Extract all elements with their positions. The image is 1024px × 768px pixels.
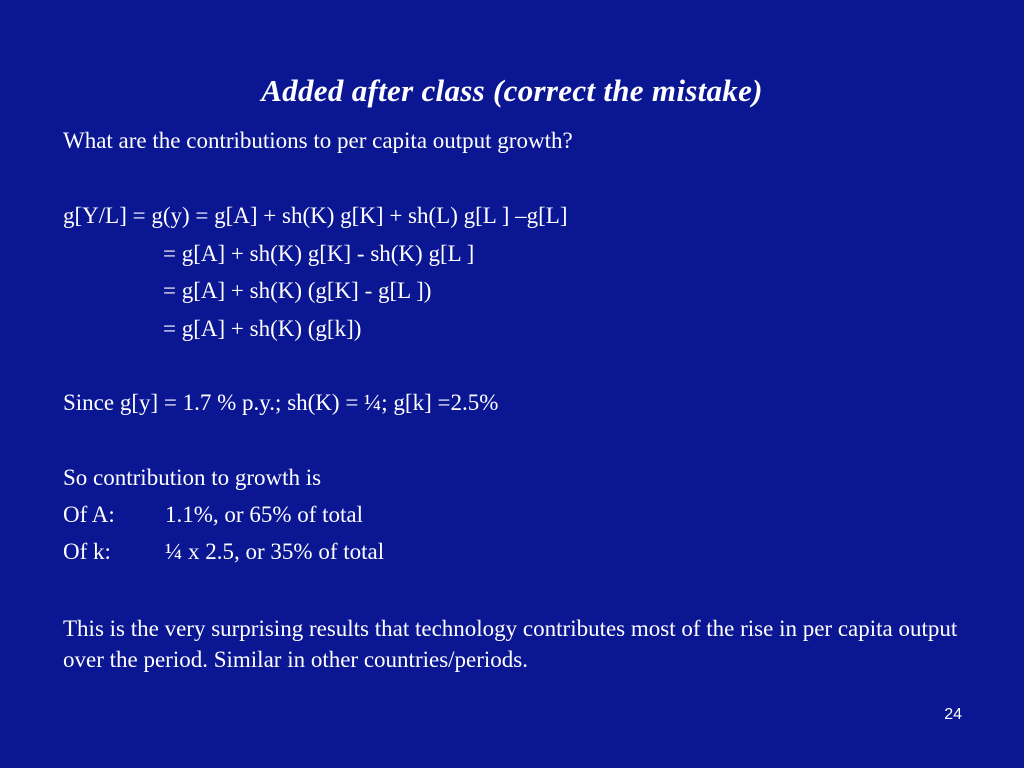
contribution-row-a [63, 500, 363, 530]
contribution-row-k [63, 537, 384, 567]
contribution-label-a: Of A: [63, 502, 115, 527]
equation-line-3: = g[A] + sh(K) (g[K] - g[L ]) [163, 278, 432, 303]
contribution-value-k: ¼ x 2.5, or 35% of total [165, 539, 385, 564]
equation-line-1: g[Y/L] = g(y) = g[A] + sh(K) g[K] + sh(L) g[L ] –g[L] [63, 203, 568, 228]
slide-title: Added after class (correct the mistake) [261, 72, 763, 108]
contribution-heading: So contribution to growth is [63, 465, 322, 490]
since-assumptions-text: Since g[y] = 1.7 % p.y.; sh(K) = ¼; g[k] =2.5% [63, 390, 499, 415]
equation-line-2: = g[A] + sh(K) g[K] - sh(K) g[L ] [163, 241, 475, 266]
conclusion-paragraph: This is the very surprising results that technology contributes most of the rise in per capita output over the period. Similar in other countries/periods. [63, 616, 958, 672]
contribution-value-a: 1.1%, or 65% of total [165, 502, 364, 527]
question-text: What are the contributions to per capita output growth? [63, 128, 573, 153]
page-number: 24 [944, 706, 962, 723]
equation-line-4: = g[A] + sh(K) (g[k]) [163, 316, 362, 341]
contribution-label-k: Of k: [63, 539, 111, 564]
